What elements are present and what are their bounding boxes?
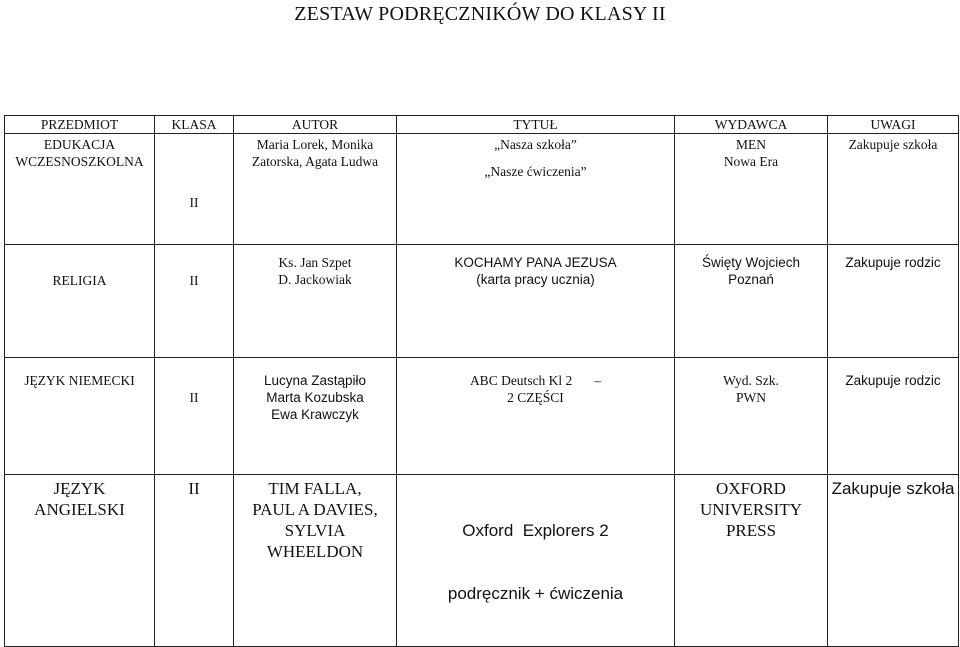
notes-cell: [828, 134, 959, 245]
title-line: ABC Deutsch Kl 2: [469, 373, 573, 388]
publisher-line: Nowa Era: [723, 154, 779, 169]
class-value: II: [189, 390, 199, 405]
publisher-line: Poznań: [728, 272, 774, 287]
header-author: AUTOR: [234, 116, 397, 134]
subject-cell: [5, 475, 155, 647]
publisher-cell: [675, 475, 828, 647]
publisher-line: PRESS: [725, 521, 777, 540]
author-cell: [234, 475, 397, 647]
title-line: podręcznik + ćwiczenia: [447, 584, 624, 603]
author-line: Zatorska, Agata Ludwa: [251, 154, 379, 169]
title-line: 2 CZĘŚCI: [507, 390, 564, 405]
class-value: II: [189, 273, 199, 288]
subject-line: EDUKACJA: [43, 137, 116, 152]
notes-value: Zakupuje szkoła: [848, 137, 938, 152]
notes-value: Zakupuje rodzic: [845, 373, 941, 388]
author-line: Ewa Krawczyk: [271, 407, 359, 422]
title-line: Oxford Explorers 2: [462, 521, 609, 540]
author-line: WHEELDON: [266, 542, 364, 561]
page-title: ZESTAW PODRĘCZNIKÓW DO KLASY II: [294, 3, 666, 25]
title-line: (karta pracy ucznia): [476, 272, 595, 287]
subject-line: RELIGIA: [52, 273, 107, 288]
subject-line: ANGIELSKI: [34, 500, 125, 519]
title-cell: [397, 475, 675, 647]
header-subject: PRZEDMIOT: [5, 116, 155, 134]
notes-value: Zakupuje szkoła: [831, 479, 955, 498]
author-line: D. Jackowiak: [278, 272, 352, 287]
author-line: Marta Kozubska: [266, 390, 364, 405]
title-line: „Nasza szkoła”: [494, 137, 577, 152]
publisher-line: Święty Wojciech: [701, 255, 801, 270]
author-cell: [234, 134, 397, 245]
publisher-line: OXFORD: [716, 479, 786, 498]
class-value: II: [189, 194, 199, 210]
author-line: SYLVIA: [284, 521, 346, 540]
notes-cell: [828, 475, 959, 647]
subject-line: JĘZYK NIEMECKI: [24, 373, 135, 388]
notes-value: Zakupuje rodzic: [845, 255, 941, 270]
publisher-cell: [675, 134, 828, 245]
class-cell: [155, 134, 234, 245]
author-line: Lucyna Zastąpiło: [263, 373, 367, 388]
subject-cell: [5, 358, 155, 475]
table-row: [5, 245, 959, 358]
publisher-line: PWN: [736, 390, 766, 405]
class-cell: [155, 358, 234, 475]
header-notes: UWAGI: [828, 116, 959, 134]
author-line: Maria Lorek, Monika: [256, 137, 374, 152]
author-cell: [234, 358, 397, 475]
author-line: TIM FALLA,: [268, 479, 362, 498]
subject-cell: [5, 245, 155, 358]
notes-cell: [828, 358, 959, 475]
notes-cell: [828, 245, 959, 358]
class-cell: [155, 245, 234, 358]
publisher-line: UNIVERSITY: [700, 500, 802, 519]
publisher-cell: [675, 358, 828, 475]
textbook-table: [4, 115, 959, 647]
author-line: PAUL A DAVIES,: [252, 500, 378, 519]
title-line: „Nasze ćwiczenia”: [484, 164, 587, 179]
class-cell: [155, 475, 234, 647]
class-value: II: [188, 479, 200, 498]
header-class: KLASA: [155, 116, 234, 134]
publisher-cell: [675, 245, 828, 358]
subject-cell: [5, 134, 155, 245]
publisher-line: Wyd. Szk.: [723, 373, 779, 388]
title-line: KOCHAMY PANA JEZUSA: [454, 255, 617, 270]
title-cell: [397, 245, 675, 358]
title-dash: –: [594, 373, 602, 388]
author-cell: [234, 245, 397, 358]
table-header-row: [5, 116, 959, 134]
author-line: Ks. Jan Szpet: [278, 255, 352, 270]
title-cell: [397, 358, 675, 475]
header-title: TYTUŁ: [397, 116, 675, 134]
header-publisher: WYDAWCA: [675, 116, 828, 134]
subject-line: JĘZYK: [53, 479, 106, 498]
subject-line: WCZESNOSZKOLNA: [15, 154, 144, 169]
table-row: [5, 134, 959, 245]
title-cell: [397, 134, 675, 245]
table-row: [5, 475, 959, 647]
publisher-line: MEN: [736, 137, 766, 152]
table-row: [5, 358, 959, 475]
